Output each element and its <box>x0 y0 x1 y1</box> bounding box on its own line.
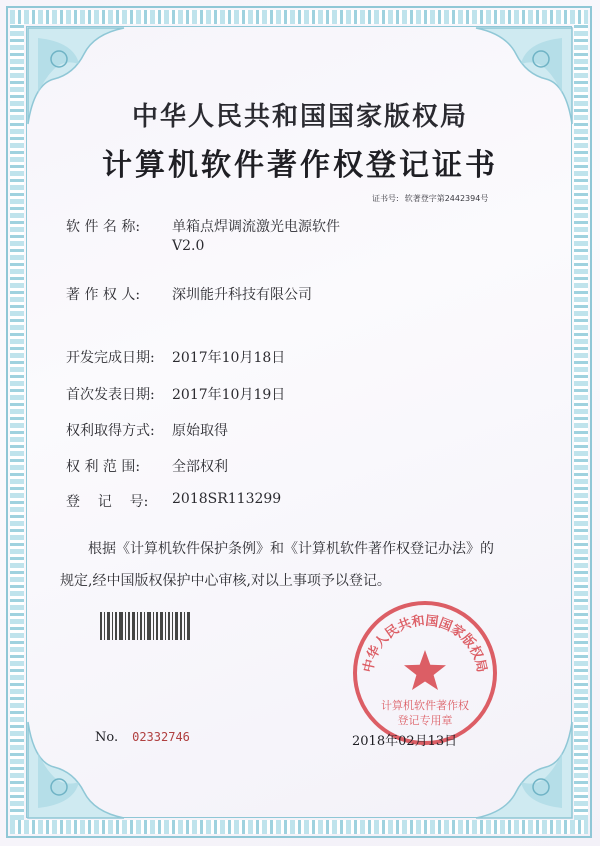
field-scope <box>66 456 228 476</box>
publish-date-value: 2017年10月19日 <box>172 387 286 403</box>
statement-line-1-text: 根据《计算机软件保护条例》和《计算机软件著作权登记办法》的 <box>88 541 494 557</box>
certificate-number-label: 证书号: <box>372 194 399 203</box>
dev-date-label: 开发完成日期: <box>66 350 155 366</box>
serial-number <box>95 730 190 745</box>
field-dev-date <box>66 347 285 367</box>
software-name-value-group <box>172 216 340 254</box>
barcode-image <box>100 612 190 640</box>
field-publish-date <box>66 384 285 404</box>
dev-date-value: 2017年10月18日 <box>172 350 286 366</box>
reg-no-label: 登 记 号: <box>66 494 149 510</box>
scope-label: 权 利 范 围: <box>66 459 141 475</box>
corner-ornament-bottom-left <box>24 712 134 822</box>
statement <box>60 533 540 597</box>
certificate-title: 计算机软件著作权登记证书 <box>102 148 498 183</box>
reg-no-value: 2018SR113299 <box>172 491 282 507</box>
software-version: V2.0 <box>172 238 205 254</box>
seal-line-1: 计算机软件著作权 <box>381 699 469 712</box>
seal-star-icon <box>404 650 446 690</box>
seal-arc-text: 中华人民共和国国家版权局 <box>361 613 489 674</box>
statement-line-2: 规定,经中国版权保护中心审核,对以上事项予以登记。 <box>60 573 391 589</box>
field-software-name <box>66 216 340 254</box>
software-name-label: 软 件 名 称: <box>66 219 141 235</box>
field-owner <box>66 284 312 304</box>
field-reg-no <box>66 491 281 511</box>
serial-label: No. <box>95 730 119 745</box>
owner-value: 深圳能升科技有限公司 <box>172 287 312 303</box>
statement-line-1 <box>60 533 540 565</box>
scope-value: 全部权利 <box>172 459 228 475</box>
acquire-label: 权利取得方式: <box>66 423 155 439</box>
field-acquire <box>66 420 228 440</box>
official-seal <box>350 598 500 748</box>
software-name-value: 单箱点焊调流激光电源软件 <box>172 219 340 235</box>
publish-date-label: 首次发表日期: <box>66 387 155 403</box>
owner-label: 著 作 权 人: <box>66 287 141 303</box>
authority-title: 中华人民共和国国家版权局 <box>131 102 468 132</box>
certificate-number <box>372 193 494 204</box>
acquire-value: 原始取得 <box>172 423 228 439</box>
certificate-number-value: 软著登字第2442394号 <box>404 194 489 203</box>
serial-value: 02332746 <box>132 730 190 744</box>
issue-date: 2018年02月13日 <box>352 734 458 749</box>
seal-line-2: 登记专用章 <box>397 714 453 727</box>
